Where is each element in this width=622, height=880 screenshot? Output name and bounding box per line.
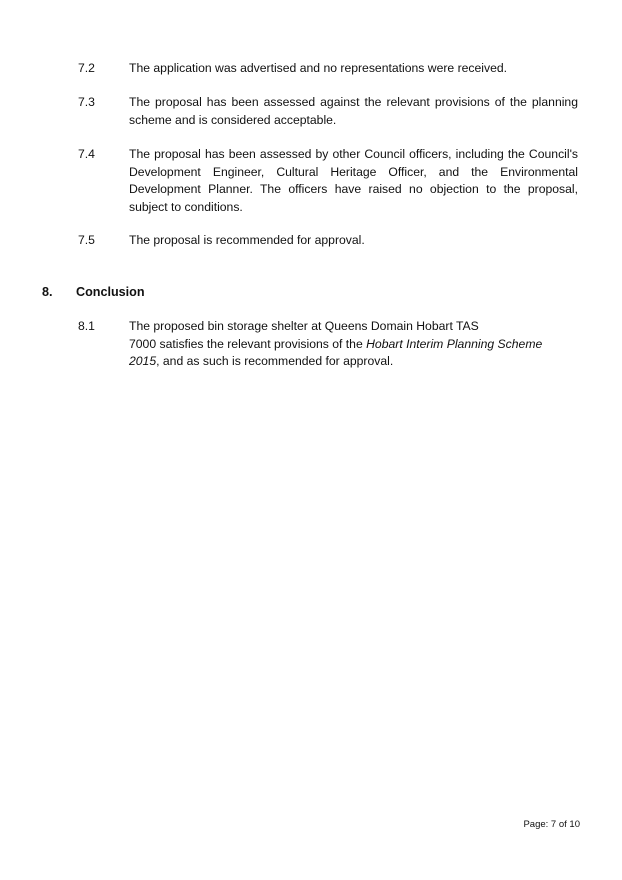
page-number-footer: Page: 7 of 10 bbox=[523, 819, 580, 830]
scheme-name-italic: Hobart Interim Planning Scheme bbox=[366, 336, 543, 351]
item-text-line-3 bbox=[129, 353, 578, 371]
item-text-line-3-suffix: , and as such is recommended for approval. bbox=[156, 354, 394, 368]
item-number: 7.2 bbox=[78, 61, 95, 75]
item-text: The application was advertised and no representations were received. bbox=[129, 61, 508, 75]
item-text bbox=[129, 318, 578, 371]
item-text-line-2-prefix: 7000 satisfies the relevant provisions of the bbox=[129, 336, 367, 351]
item-number: 7.4 bbox=[78, 147, 95, 161]
item-text-line-1: The proposed bin storage shelter at Queens Domain Hobart TAS bbox=[129, 319, 479, 333]
item-text: The proposal is recommended for approval. bbox=[129, 233, 365, 247]
item-text: The proposal has been assessed against the relevant provisions of the planning scheme and is considered acceptable. bbox=[129, 95, 578, 127]
section-number: 8. bbox=[42, 285, 53, 299]
item-number: 7.3 bbox=[78, 95, 95, 109]
scheme-year-italic: 2015 bbox=[129, 354, 157, 368]
section-title: Conclusion bbox=[76, 285, 145, 299]
item-text: The proposal has been assessed by other Council officers, including the Council's Development Engineer, Cultural Heritage Officer, and the Environmental Development Planner. The officers have raised no objection to the proposal, subject to conditions. bbox=[129, 147, 578, 214]
item-text-line-2 bbox=[129, 336, 578, 354]
item-number: 8.1 bbox=[78, 319, 95, 333]
item-number: 7.5 bbox=[78, 233, 95, 247]
